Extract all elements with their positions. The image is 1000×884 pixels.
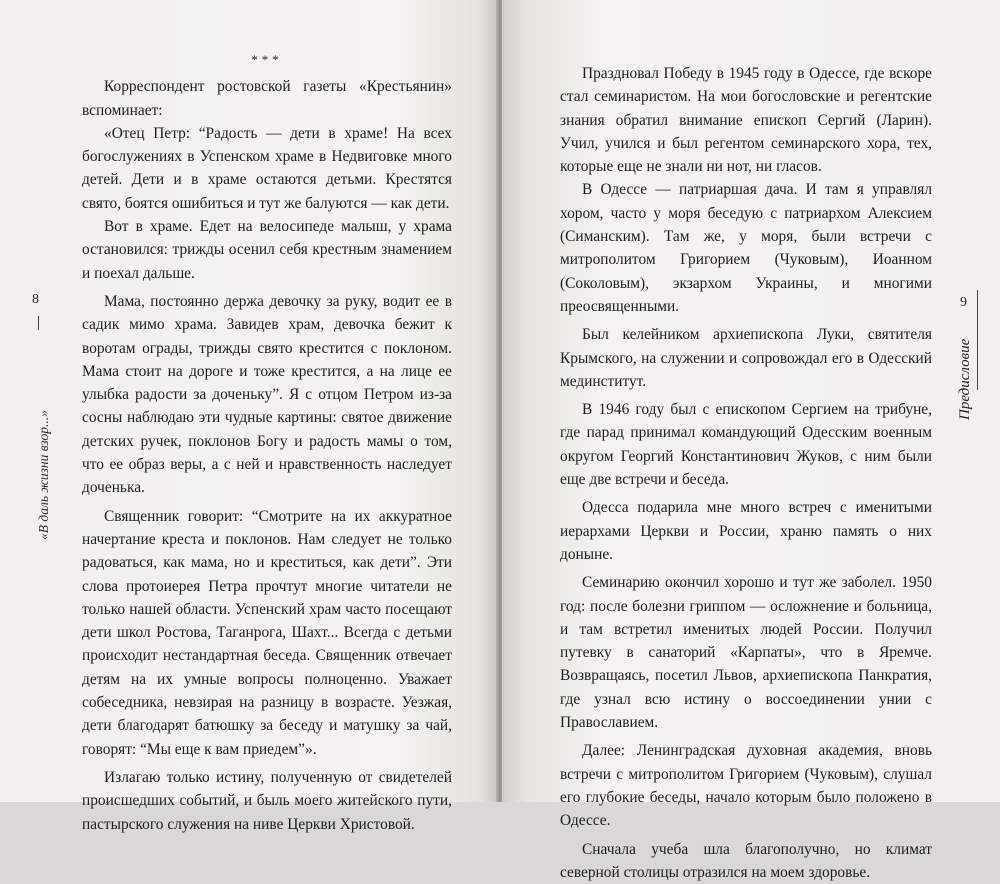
- section-ornament: ***: [82, 48, 452, 71]
- paragraph: Вот в храме. Едет на велосипеде малыш, у храма остановился: трижды осенил себя крестным знамением и поехал дальше.: [82, 215, 452, 285]
- paragraph: Семинарию окончил хорошо и тут же заболел. 1950 год: после болезни гриппом — осложнение и больница, и там встретил именитых людей России. Получил путевку в санаторий «Карпаты», что в Яремче. Возвращаясь, посетил Львов, архиепископа Панкратия, где узнал всю истину о воссоединении унии с Православием.: [560, 571, 932, 734]
- paragraph: Излагаю только истину, полученную от свидетелей происшедших событий, и быль моего житейского пути, пастырского служения на ниве Церкви Христовой.: [82, 766, 452, 836]
- left-margin-rule: [38, 316, 39, 330]
- paragraph: В Одессе — патриаршая дача. И там я управлял хором, часто у моря беседую с патриархом Алексием (Симанским). Там же, у моря, были встречи с митрополитом Григорием (Чуковым), Иоанном (Соколовым), экзархом Украины, и многими преосвященными.: [560, 178, 932, 318]
- paragraph: Сначала учеба шла благополучно, но климат северной столицы отразился на моем здоровье.: [560, 838, 932, 884]
- left-page-number: 8: [32, 292, 39, 308]
- left-text-column: [82, 48, 452, 836]
- paragraph: Мама, постоянно держа девочку за руку, водит ее в садик мимо храма. Завидев храм, девочка бежит к воротам ограды, трижды свято крестится с поклоном. Мама стоит на дороге и тоже крестится, а на лице ее улыбка радости за доченьку”. Я с отцом Петром из-за сосны наблюдаю эти чудные картины: святое движение детских ручек, поклонов Богу и радость мамы о том, что ее образ веры, а с ней и нравственность наследует доченька.: [82, 290, 452, 500]
- right-margin-rule: [977, 290, 978, 390]
- left-running-head: «В даль жизни взор...»: [36, 410, 52, 540]
- right-page: [502, 0, 1000, 802]
- right-text-column: [560, 62, 932, 884]
- paragraph: Далее: Ленинградская духовная академия, вновь встречи с митрополитом Григорием (Чуковым), слушал его глубокие беседы, начало которым было положено в Одессе.: [560, 739, 932, 832]
- paragraph: Был келейником архиепископа Луки, святителя Крымского, на служении и сопровождал его в Одесский мединститут.: [560, 323, 932, 393]
- paragraph: Праздновал Победу в 1945 году в Одессе, где вскоре стал семинаристом. На мои богословские и регентские знания обратил внимание епископ Сергий (Ларин). Учил, учился и был регентом семинарского хора, тех, которые еще не знали ни нот, ни гласов.: [560, 62, 932, 178]
- right-page-number: 9: [960, 295, 967, 311]
- paragraph: Священник говорит: “Смотрите на их аккуратное начертание креста и поклонов. Нам следует не только радоваться, как мама, но и креститься, как дети”. Эти слова протоиерея Петра прочтут многие читатели не только нашей области. Успенский храм часто посещают дети школ Ростова, Таганрога, Шахт... Всегда с детьми происходит нестандартная беседа. Священник отвечает детям на их умные вопросы полноценно. Уважает собеседника, невзирая на разницу в возрасте. Уезжая, дети благодарят батюшку за беседу и матушку за чай, говорят: “Мы еще к вам приедем”».: [82, 505, 452, 761]
- paragraph: В 1946 году был с епископом Сергием на трибуне, где парад принимал командующий Одесским военным округом Георгий Константинович Жуков, с ним были еще две встречи и беседа.: [560, 398, 932, 491]
- right-running-head: Предисловие: [957, 339, 974, 420]
- left-page: [0, 0, 498, 802]
- paragraph: «Отец Петр: “Радость — дети в храме! На всех богослужениях в Успенском храме в Недвиговке много детей. Дети и в храме остаются детьми. Крестятся свято, боятся ошибиться и тут же балуются — как дети.: [82, 122, 452, 215]
- paragraph: Одесса подарила мне много встреч с именитыми иерархами Церкви и России, храню память о них доныне.: [560, 496, 932, 566]
- paragraph: Корреспондент ростовской газеты «Крестьянин» вспоминает:: [82, 75, 452, 122]
